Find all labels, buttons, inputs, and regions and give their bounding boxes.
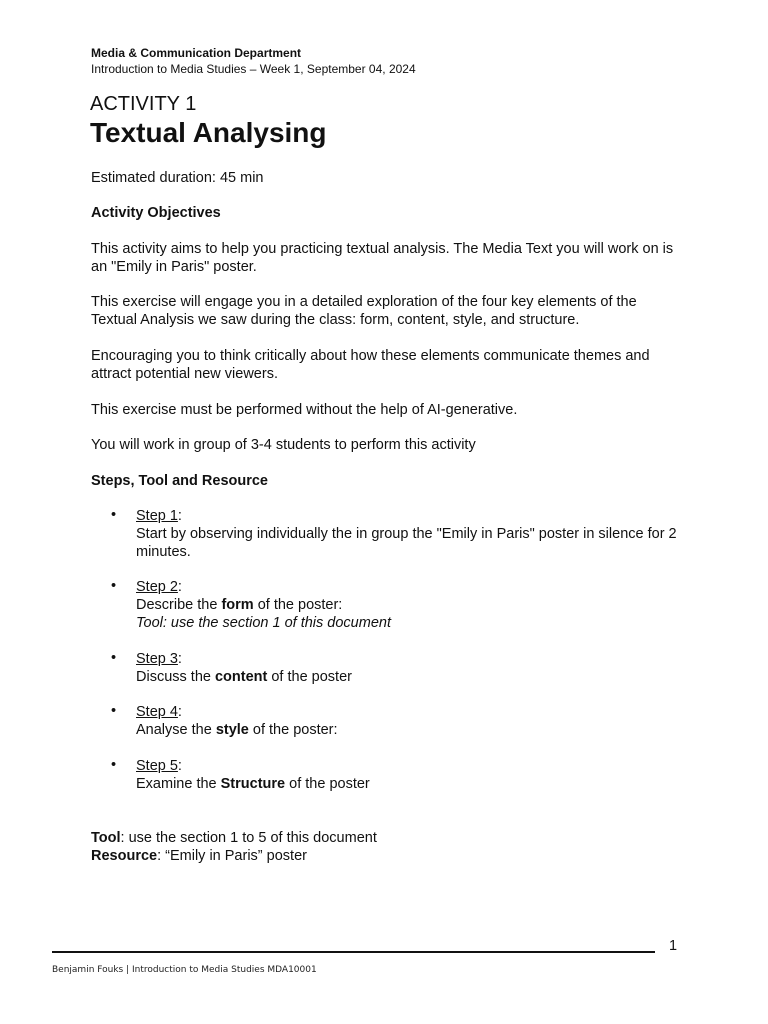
step-label: Step 2 xyxy=(136,579,178,595)
page-number: 1 xyxy=(669,938,678,954)
bullet-icon: • xyxy=(111,650,117,666)
step-item-4: Step 4: Analyse the style of the poster: xyxy=(136,704,338,738)
step-keyword: style xyxy=(215,722,249,738)
step-keyword: content xyxy=(214,669,268,685)
step-label: Step 5 xyxy=(136,758,178,774)
objective-paragraph-2: This exercise will engage you in a detailed exploration of the four key elements of the Textual Analysis we saw during the class: form, content, style, and structure. xyxy=(91,294,637,328)
bullet-icon: • xyxy=(111,757,117,773)
department-name: Media & Communication Department xyxy=(91,46,302,60)
objective-paragraph-4: This exercise must be performed without the help of AI-generative. xyxy=(91,402,518,418)
bullet-icon: • xyxy=(111,507,117,523)
step-item-3: Step 3: Discuss the content of the poster xyxy=(136,651,352,685)
step-tool-note: Tool: use the section 1 of this document xyxy=(136,615,391,631)
step-label: Step 4 xyxy=(136,704,178,720)
bullet-icon: • xyxy=(111,578,117,594)
step-label: Step 3 xyxy=(136,651,178,667)
objective-paragraph-5: You will work in group of 3-4 students to perform this activity xyxy=(91,437,476,453)
course-line: Introduction to Media Studies – Week 1, September 04, 2024 xyxy=(91,62,416,76)
step-item-5: Step 5: Examine the Structure of the poster xyxy=(136,758,370,792)
page-title: Textual Analysing xyxy=(90,117,327,148)
objective-paragraph-1: This activity aims to help you practicing textual analysis. The Media Text you will work on is an "Emily in Paris" poster. xyxy=(91,241,674,275)
step-keyword: Structure xyxy=(220,776,286,792)
estimated-duration: Estimated duration: 45 min xyxy=(91,170,264,186)
footer-text: Benjamin Fouks | Introduction to Media Studies MDA10001 xyxy=(52,965,317,975)
footer-divider xyxy=(52,951,655,953)
step-item-2: Step 2: Describe the form of the poster: Tool: use the section 1 of this document xyxy=(136,579,391,631)
tool-line: Tool: use the section 1 to 5 of this document xyxy=(91,830,377,846)
activity-label: ACTIVITY 1 xyxy=(90,93,197,115)
step-text: Start by observing individually the in group the "Emily in Paris" poster in silence for 2 minutes. xyxy=(136,526,677,560)
step-label: Step 1 xyxy=(136,508,178,524)
objective-paragraph-3: Encouraging you to think critically about how these elements communicate themes and attract potential new viewers. xyxy=(91,348,650,382)
bullet-icon: • xyxy=(111,703,117,719)
step-item-1: Step 1: Start by observing individually the in group the "Emily in Paris" poster in silence for 2 minutes. xyxy=(136,508,677,560)
resource-line: Resource: “Emily in Paris” poster xyxy=(91,848,307,864)
steps-heading: Steps, Tool and Resource xyxy=(91,473,268,489)
step-keyword: form xyxy=(221,597,254,613)
objectives-heading: Activity Objectives xyxy=(91,205,221,221)
